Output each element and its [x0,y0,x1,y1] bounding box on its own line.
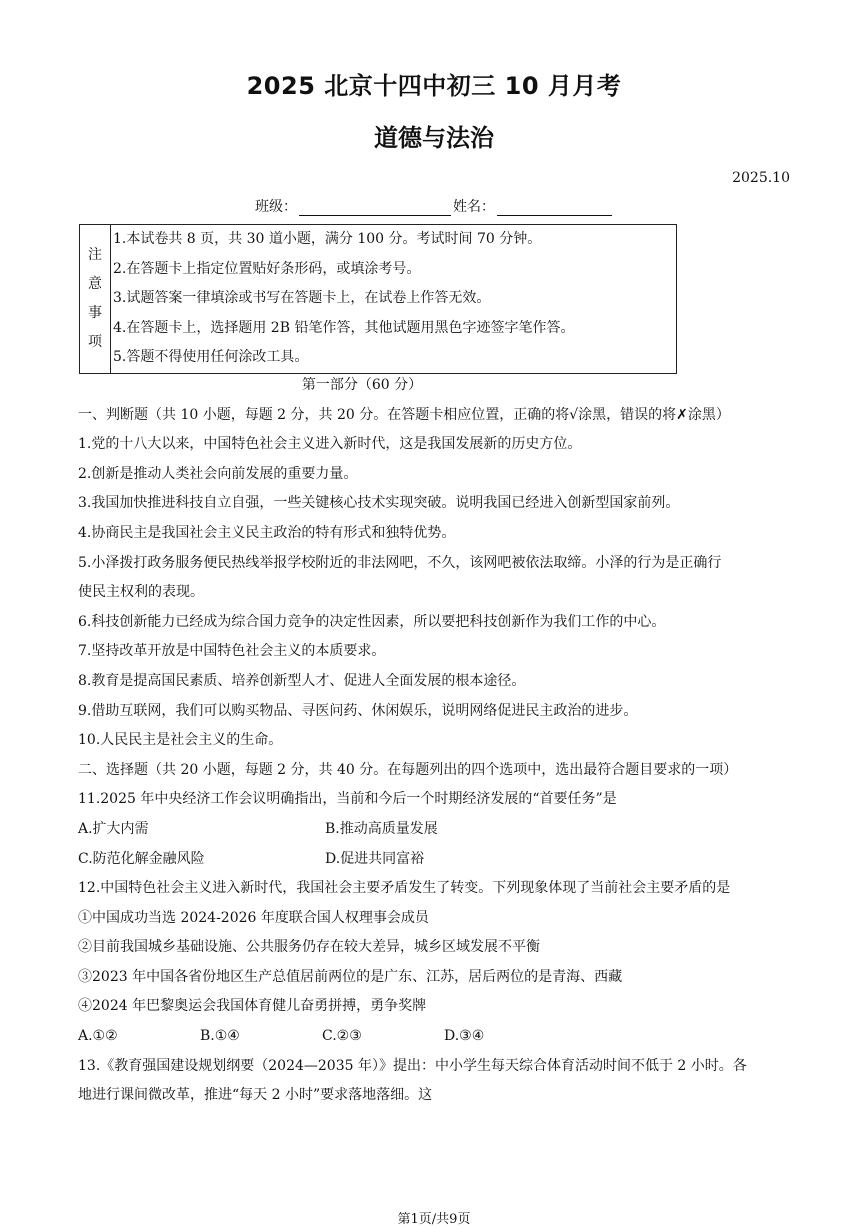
option-b: B.推动高质量发展 [325,820,438,837]
notice-label-char: 项 [88,334,102,350]
class-blank [299,199,451,216]
question-text: 4.协商民主是我国社会主义民主政治的特有形式和独特优势。 [78,524,456,541]
notice-label-char: 意 [88,276,102,292]
notice-items [111,225,574,373]
name-blank [497,199,612,216]
notice-item: 5.答题不得使用任何涂改工具。 [113,349,309,366]
option-d: D.③④ [444,1028,485,1045]
page-footer: 第1页/共9页 [397,1212,471,1227]
question-text: 1.党的十八大以来，中国特色社会主义进入新时代，这是我国发展新的历史方位。 [78,436,582,453]
notice-item: 3.试题答案一律填涂或书写在答题卡上，在试卷上作答无效。 [113,290,491,307]
section2-heading: 二、选择题（共 20 小题，每题 2 分，共 40 分。在每题列出的四个选项中，选出最符合题目要求的一项） [78,761,738,778]
question-11-stem: 11.2025 年中央经济工作会议明确指出，当前和今后一个时期经济发展的“首要任务”是 [78,791,617,808]
question-12-stem: 12.中国特色社会主义进入新时代，我国社会主要矛盾发生了转变。下列现象体现了当前社会主要矛盾的是 [78,880,731,897]
question-text: 9.借助互联网，我们可以购买物品、寻医问药、休闲娱乐，说明网络促进民主政治的进步。 [78,702,638,719]
question-13-text: 地进行课间微改革，推进“每天 2 小时”要求落地落细。这 [78,1087,433,1104]
question-text: 3.我国加快推进科技自立自强，一些关键核心技术实现突破。说明我国已经进入创新型国家前列。 [78,495,680,512]
question-13-text: 13.《教育强国建设规划纲要（2024—2035 年）》提出：中小学生每天综合体育活动时间不低于 2 小时。各 [78,1057,747,1074]
option-c: C.②③ [322,1028,362,1045]
notice-label-char: 事 [88,305,102,321]
option-a: A.①② [78,1028,118,1045]
class-label: 班级： [255,199,297,215]
notice-label-char: 注 [88,247,102,263]
question-text: 5.小泽拨打政务服务便民热线举报学校附近的非法网吧，不久，该网吧被依法取缔。小泽的行为是正确行 [78,554,722,571]
exam-title: 2025 北京十四中初三 10 月月考 [246,72,622,100]
option-c: C.防范化解金融风险 [78,850,205,867]
student-info-line [255,196,612,216]
question-11-options-row [78,818,798,848]
notice-item: 4.在答题卡上，选择题用 2B 铅笔作答，其他试题用黑色字迹签字笔作答。 [113,319,575,336]
exam-content [78,374,798,1114]
name-label: 姓名： [453,199,495,215]
subject-title: 道德与法治 [374,124,494,152]
question-text: 6.科技创新能力已经成为综合国力竞争的决定性因素，所以要把科技创新作为我们工作的中心。 [78,613,666,630]
statement: ③2023 年中国各省份地区生产总值居前两位的是广东、江苏，居后两位的是青海、西藏 [78,968,623,985]
notice-box [79,224,677,374]
option-a: A.扩大内需 [78,820,149,837]
option-b: B.①④ [200,1028,240,1045]
question-text: 10.人民民主是社会主义的生命。 [78,732,283,749]
exam-date: 2025.10 [732,170,790,186]
question-12-options-row [78,1025,798,1055]
notice-item: 2.在答题卡上指定位置贴好条形码，或填涂考号。 [113,260,421,277]
statement: ①中国成功当选 2024-2026 年度联合国人权理事会成员 [78,909,429,926]
question-text: 2.创新是推动人类社会向前发展的重要力量。 [78,465,358,482]
statement: ④2024 年巴黎奥运会我国体育健儿奋勇拼搏，勇争奖牌 [78,998,427,1015]
section1-heading: 一、判断题（共 10 小题，每题 2 分，共 20 分。在答题卡相应位置，正确的将√涂黑，错误的将✗涂黑） [78,406,730,423]
question-11-options-row [78,848,798,878]
question-text: 8.教育是提高国民素质、培养创新型人才、促进人全面发展的根本途径。 [78,672,526,689]
question-text: 7.坚持改革开放是中国特色社会主义的本质要求。 [78,643,386,660]
notice-label [80,225,111,373]
statement: ②目前我国城乡基础设施、公共服务仍存在较大差异，城乡区域发展不平衡 [78,939,540,956]
option-d: D.促进共同富裕 [325,850,425,867]
part1-title: 第一部分（60 分） [301,377,423,393]
question-text: 使民主权利的表现。 [78,584,204,601]
notice-item: 1.本试卷共 8 页，共 30 道小题，满分 100 分。考试时间 70 分钟。 [113,231,542,247]
